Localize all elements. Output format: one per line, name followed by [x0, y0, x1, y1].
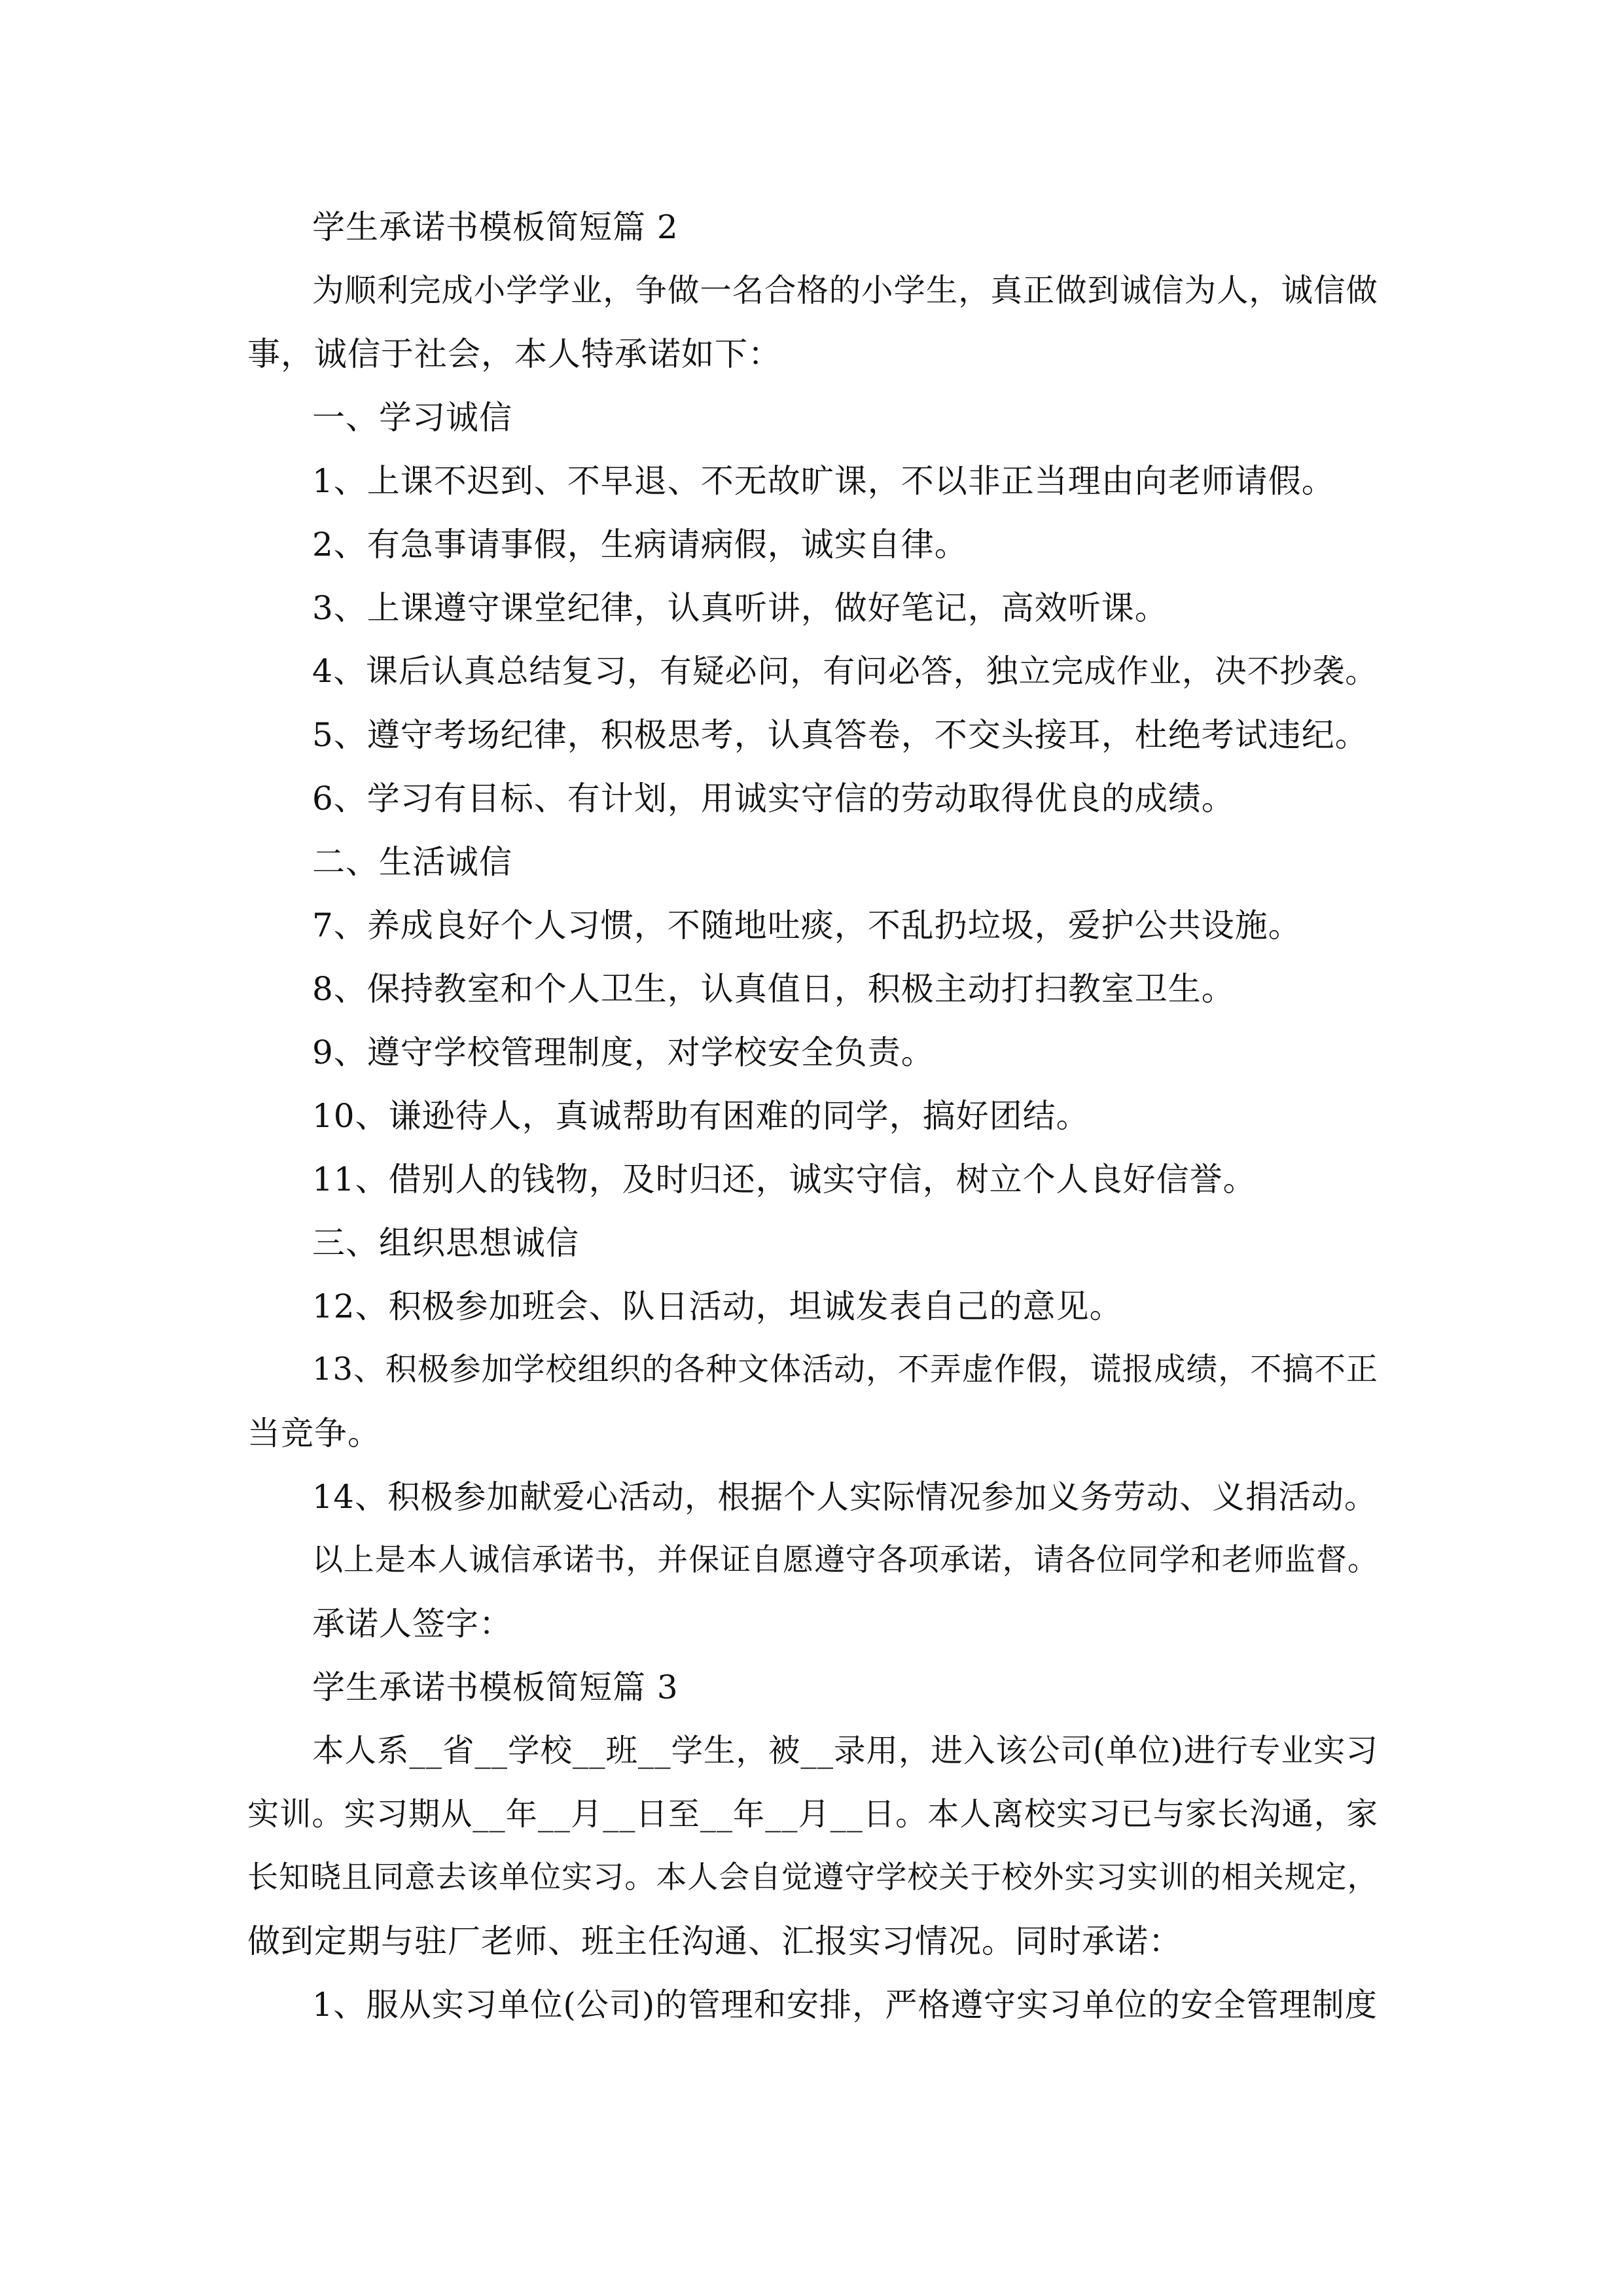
item-10: 10、谦逊待人，真诚帮助有困难的同学，搞好团结。 — [312, 1097, 1090, 1135]
item-14: 14、积极参加献爱心活动，根据个人实际情况参加义务劳动、义捐活动。 — [312, 1478, 1378, 1516]
item-8: 8、保持教室和个人卫生，认真值日，积极主动打扫教室卫生。 — [312, 970, 1235, 1008]
section3-intro-line-4: 做到定期与驻厂老师、班主任沟通、汇报实习情况。同时承诺： — [247, 1922, 1182, 1960]
section3-heading: 学生承诺书模板简短篇 3 — [312, 1668, 679, 1706]
section3-intro-line-3: 长知晓且同意去该单位实习。本人会自觉遵守学校关于校外实习实训的相关规定， — [247, 1859, 1379, 1895]
part1-title: 一、学习诚信 — [312, 399, 512, 437]
item-4: 4、课后认真总结复习，有疑必问，有问必答，独立完成作业，决不抄袭。 — [312, 653, 1378, 690]
part3-title: 三、组织思想诚信 — [312, 1224, 579, 1262]
item-3: 3、上课遵守课堂纪律，认真听讲，做好笔记，高效听课。 — [312, 589, 1168, 627]
item-11: 11、借别人的钱物，及时归还，诚实守信，树立个人良好信誉。 — [312, 1160, 1257, 1198]
closing-statement: 以上是本人诚信承诺书，并保证自愿遵守各项承诺，请各位同学和老师监督。 — [312, 1542, 1379, 1578]
item-1: 1、上课不迟到、不早退、不无故旷课，不以非正当理由向老师请假。 — [312, 462, 1335, 500]
item-6: 6、学习有目标、有计划，用诚实守信的劳动取得优良的成绩。 — [312, 780, 1235, 817]
item-13-line-1: 13、积极参加学校组织的各种文体活动，不弄虚作假，谎报成绩，不搞不正 — [312, 1352, 1378, 1388]
part2-title: 二、生活诚信 — [312, 843, 512, 881]
signature-line: 承诺人签字： — [312, 1605, 512, 1643]
item-7: 7、养成良好个人习惯，不随地吐痰，不乱扔垃圾，爱护公共设施。 — [312, 906, 1302, 944]
item-5: 5、遵守考场纪律，积极思考，认真答卷，不交头接耳，杜绝考试违纪。 — [312, 716, 1368, 754]
section2-intro-line-2: 事，诚信于社会，本人特承诺如下： — [247, 335, 781, 373]
section3-intro-line-1: 本人系__省__学校__班__学生，被__录用，进入该公司(单位)进行专业实习 — [312, 1732, 1378, 1769]
item-2: 2、有急事请事假，生病请病假，诚实自律。 — [312, 526, 968, 564]
section3-item-1: 1、服从实习单位(公司)的管理和安排，严格遵守实习单位的安全管理制度 — [312, 1986, 1378, 2024]
item-9: 9、遵守学校管理制度，对学校安全负责。 — [312, 1033, 935, 1071]
section2-heading: 学生承诺书模板简短篇 2 — [312, 208, 679, 246]
item-13-line-2: 当竞争。 — [247, 1414, 381, 1452]
item-12: 12、积极参加班会、队日活动，坦诚发表自己的意见。 — [312, 1287, 1123, 1325]
section2-intro-line-1: 为顺利完成小学学业，争做一名合格的小学生，真正做到诚信为人，诚信做 — [312, 272, 1378, 309]
section3-intro-line-2: 实训。实习期从__年__月__日至__年__月__日。本人离校实习已与家长沟通，家 — [247, 1796, 1379, 1833]
